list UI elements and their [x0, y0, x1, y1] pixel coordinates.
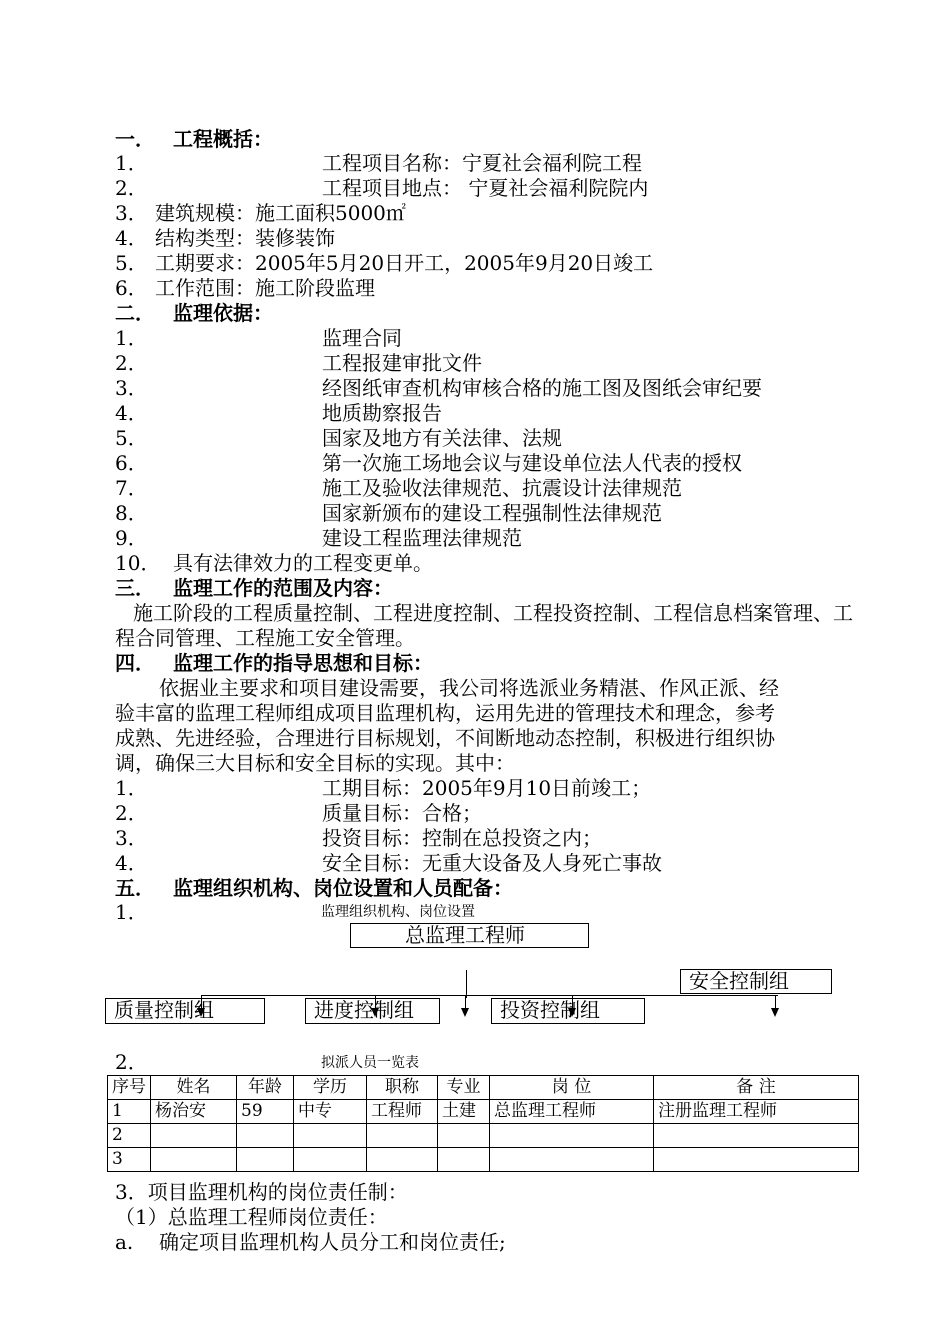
item-text: 监理合同 [322, 326, 402, 350]
item-number: 3． [115, 376, 148, 400]
item-text: 地质勘察报告 [322, 401, 442, 425]
item-number: 1． [115, 151, 148, 175]
item-text: 建设工程监理法律规范 [322, 526, 522, 550]
table-cell [151, 1124, 237, 1148]
item-number: 9． [115, 526, 148, 550]
table-cell [654, 1124, 859, 1148]
table-cell [438, 1124, 490, 1148]
table-cell [237, 1124, 294, 1148]
item-text: 工程项目名称：宁夏社会福利院工程 [322, 151, 642, 175]
scope-paragraph: 施工阶段的工程质量控制、工程进度控制、工程投资控制、工程信息档案管理、工程合同管理、工程施工安全管理。 [115, 601, 853, 650]
item-number: 6． [115, 451, 148, 475]
org-box-chief: 总监理工程师 [350, 923, 589, 948]
org-box-safety: 安全控制组 [680, 969, 832, 994]
table-row [108, 1124, 859, 1148]
item-text: 建筑规模：施工面积5000㎡ [155, 201, 406, 225]
item-number: 4． [115, 226, 148, 250]
item-text: 第一次施工场地会议与建设单位法人代表的授权 [322, 451, 742, 475]
org-chart-caption: 监理组织机构、岗位设置 [321, 904, 475, 920]
staff-table [107, 1075, 859, 1172]
item-text: 质量目标：合格； [322, 801, 482, 825]
table-cell [367, 1148, 438, 1172]
table-cell [490, 1148, 654, 1172]
item-text: 工作范围：施工阶段监理 [155, 276, 375, 300]
section-number: 五． [115, 876, 155, 900]
org-box-quality: 质量控制组 [105, 998, 265, 1024]
item-number: 2． [115, 351, 148, 375]
table-header-cell: 年龄 [237, 1076, 294, 1100]
item-number: 7． [115, 476, 148, 500]
table-cell: 工程师 [367, 1100, 438, 1124]
table-row [108, 1148, 859, 1172]
item-number: 3． [115, 826, 148, 850]
item-text: 施工及验收法律规范、抗震设计法律规范 [322, 476, 682, 500]
item-number: 3． [115, 201, 148, 225]
item-number: 2． [115, 801, 148, 825]
table-header-row [108, 1076, 859, 1100]
table-cell [151, 1148, 237, 1172]
table-header-cell: 专业 [438, 1076, 490, 1100]
section-title: 监理工作的指导思想和目标： [173, 651, 433, 675]
item-number: 2． [115, 176, 148, 200]
item-text: 国家及地方有关法律、法规 [322, 426, 562, 450]
table-cell: 中专 [294, 1100, 367, 1124]
table-cell: 土建 [438, 1100, 490, 1124]
item-number: 10． [115, 551, 161, 575]
section-number: 一． [115, 127, 155, 151]
item-number: 4． [115, 851, 148, 875]
table-cell: 总监理工程师 [490, 1100, 654, 1124]
item-text: 安全目标：无重大设备及人身死亡事故 [322, 851, 662, 875]
section-title: 工程概括： [173, 127, 273, 151]
item-number: 8． [115, 501, 148, 525]
subsection-heading: 3．项目监理机构的岗位责任制： [115, 1180, 408, 1204]
arrow-down-icon [461, 1008, 469, 1017]
table-row [108, 1100, 859, 1124]
staff-table-caption: 拟派人员一览表 [321, 1055, 419, 1071]
item-text: 投资目标：控制在总投资之内； [322, 826, 602, 850]
section-number: 二． [115, 301, 155, 325]
arrow-down-icon [771, 1008, 779, 1017]
section-number: 四． [115, 651, 155, 675]
section-title: 监理依据： [173, 301, 273, 325]
item-number: 4． [115, 401, 148, 425]
paragraph-line: 依据业主要求和项目建设需要，我公司将选派业务精湛、作风正派、经 [159, 676, 779, 700]
table-cell: 2 [108, 1124, 151, 1148]
item-text: 工程报建审批文件 [322, 351, 482, 375]
connector-line [465, 995, 466, 1008]
item-number: 1． [115, 900, 148, 924]
table-header-cell: 岗 位 [490, 1076, 654, 1100]
table-cell: 注册监理工程师 [654, 1100, 859, 1124]
paragraph-line: 成熟、先进经验，合理进行目标规划，不间断地动态控制，积极进行组织协 [115, 726, 775, 750]
table-header-cell: 序号 [108, 1076, 151, 1100]
item-number: 5． [115, 251, 148, 275]
connector-line [201, 995, 778, 996]
item-number: 5． [115, 426, 148, 450]
item-text: 经图纸审查机构审核合格的施工图及图纸会审纪要 [322, 376, 762, 400]
table-cell [490, 1124, 654, 1148]
item-text: 国家新颁布的建设工程强制性法律规范 [322, 501, 662, 525]
table-header-cell: 备 注 [654, 1076, 859, 1100]
table-header-cell: 学历 [294, 1076, 367, 1100]
item-number: 1． [115, 326, 148, 350]
item-text: 工期目标：2005年9月10日前竣工； [322, 776, 652, 800]
org-box-schedule: 进度控制组 [305, 998, 440, 1024]
section-title: 监理组织机构、岗位设置和人员配备： [173, 876, 513, 900]
table-cell [294, 1124, 367, 1148]
section-number: 三． [115, 576, 155, 600]
item-text: 工程项目地点： 宁夏社会福利院院内 [322, 176, 649, 200]
item-number: 1． [115, 776, 148, 800]
org-box-investment: 投资控制组 [491, 998, 645, 1024]
item-number: 2． [115, 1050, 148, 1074]
connector-line [775, 995, 776, 1008]
table-header-cell: 姓名 [151, 1076, 237, 1100]
table-cell [294, 1148, 367, 1172]
table-cell [438, 1148, 490, 1172]
table-cell: 59 [237, 1100, 294, 1124]
table-cell [654, 1148, 859, 1172]
table-cell: 杨治安 [151, 1100, 237, 1124]
paragraph-line: 验丰富的监理工程师组成项目监理机构，运用先进的管理技术和理念，参考 [115, 701, 775, 725]
subsection-subheading: （1）总监理工程师岗位责任： [115, 1205, 388, 1229]
item-number: 6． [115, 276, 148, 300]
table-header-cell: 职称 [367, 1076, 438, 1100]
item-number: a. [115, 1230, 134, 1254]
item-text: 具有法律效力的工程变更单。 [173, 551, 433, 575]
table-cell: 1 [108, 1100, 151, 1124]
item-text: 工期要求：2005年5月20日开工，2005年9月20日竣工 [155, 251, 654, 275]
item-text: 结构类型：装修装饰 [155, 226, 335, 250]
item-text: 确定项目监理机构人员分工和岗位责任; [159, 1230, 506, 1254]
paragraph-line: 调，确保三大目标和安全目标的实现。其中： [115, 751, 515, 775]
table-cell [367, 1124, 438, 1148]
section-title: 监理工作的范围及内容： [173, 576, 393, 600]
table-cell: 3 [108, 1148, 151, 1172]
connector-line [466, 970, 467, 998]
table-cell [237, 1148, 294, 1172]
